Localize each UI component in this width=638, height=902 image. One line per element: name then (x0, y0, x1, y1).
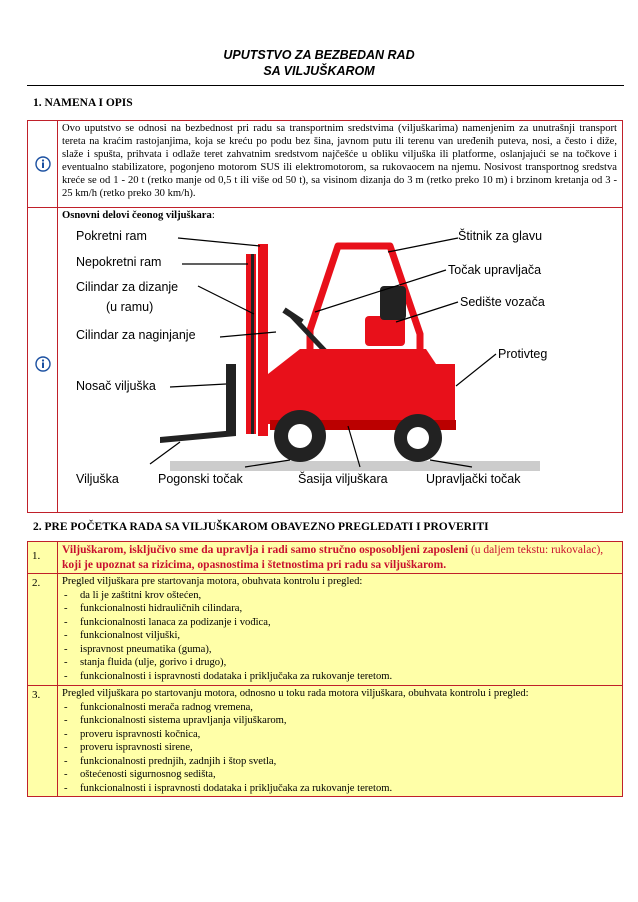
label-sediste: Sedište vozača (460, 295, 545, 309)
list-item: - funkcionalnosti i ispravnosti dodataka i priključaka za rukovanje teretom. (62, 670, 617, 684)
row-1-part-b: (u daljem tekstu: rukovalac), (468, 544, 604, 556)
label-viljuska: Viljuška (76, 472, 119, 486)
document-title (0, 47, 638, 79)
list-item: - oštećenosti sigurnosnog sedišta, (62, 768, 617, 782)
label-pokretni-ram: Pokretni ram (76, 229, 147, 243)
fork (160, 430, 236, 443)
list-item: - proveru ispravnosti sirene, (62, 741, 617, 755)
row-2-intro: Pregled viljuškara pre startovanja motora, obuhvata kontrolu i pregled: (62, 576, 363, 587)
intro-text: Ovo uputstvo se odnosi na bezbednost pri radu sa transportnim sredstvima (viljuškarima) namenjenim za unutrašnji transport tereta na kraćim rastojanjima, koja se kreću po podu bez šina, javnom putu ili terenu van uređenih puteva, nosi, a često i diže, slaže i spušta, prihvata i odlaže teret zahvatnim sredstvom najčešće u obliku viljuška ili platforme, oslanjajući se na točkove i eventualno stabilizatore, pogonjeno motorom SUS ili elektromotorom, sa rukovaocem na njemu. Nosivost transportnog sredstva kreće se od 1 - 20 t (retko manje od 0,5 t ili više od 50 t), sa visinom dizanja do 3 m (retko preko 10 m) i brzinom kretanja od 3 - 25 km/h (retko preko 30 km/h). (62, 123, 617, 199)
list-item: - proveru ispravnosti kočnica, (62, 728, 617, 742)
parts-heading: Osnovni delovi čeonog viljuškara (62, 210, 212, 221)
title-rule (27, 85, 624, 86)
row-3-text (58, 686, 622, 796)
list-item: - stanja fluida (ulje, gorivo i drugo), (62, 656, 617, 670)
label-pogonski: Pogonski točak (158, 472, 243, 486)
intro-row (28, 121, 622, 207)
parts-row (28, 207, 622, 512)
parts-icon-cell (28, 208, 58, 512)
label-cilindar-dizanje: Cilindar za dizanje (76, 280, 179, 294)
section-2-heading: 2. PRE POČETKA RADA SA VILJUŠKAROM OBAVEZNO PREGLEDATI I PROVERITI (33, 521, 489, 533)
row-1-num: 1. (32, 550, 41, 562)
row-2-text (58, 574, 622, 685)
label-protivteg: Protivteg (498, 347, 548, 361)
label-nosac: Nosač viljuška (76, 379, 156, 393)
row-1-part-a: Viljuškarom, isključivo sme da upravlja i radi samo stručno osposobljeni zaposleni (62, 544, 469, 556)
list-item: - funkcionalnost viljuški, (62, 629, 617, 643)
row-1-part-c: koji je upoznat sa rizicima, opasnostima i štetnostima pri radu sa viljuškarom. (62, 559, 447, 571)
section-1-table (27, 120, 623, 513)
list-item: - da li je zaštitni krov oštećen, (62, 589, 617, 603)
mast-inner (258, 244, 268, 436)
row-1 (28, 542, 622, 573)
label-cilindar-naginjanje: Cilindar za naginjanje (76, 328, 196, 342)
forklift-figure (70, 224, 602, 509)
intro-icon-cell (28, 121, 58, 207)
row-2 (28, 573, 622, 685)
list-item: - funkcionalnosti sistema upravljanja viljuškarom, (62, 714, 617, 728)
fork-carriage (226, 364, 236, 436)
row-3-num-cell (28, 686, 58, 796)
row-1-num-cell (28, 542, 58, 573)
parts-heading-colon: : (211, 210, 215, 221)
list-item: - funkcionalnosti i ispravnosti dodataka i priključaka za rukovanje teretom. (62, 782, 617, 796)
title-line-2: SA VILJUŠKAROM (263, 64, 375, 78)
list-item: - funkcionalnosti hidrauličnih cilindara, (62, 602, 617, 616)
row-3-intro: Pregled viljuškara po startovanju motora, odnosno u toku rada motora viljuškara, obuhvata kontrolu i pregled: (62, 688, 529, 699)
row-2-num: 2. (32, 577, 41, 589)
row-3-list (62, 701, 617, 796)
label-upravljacki: Upravljački točak (426, 472, 521, 486)
title-line-1: UPUTSTVO ZA BEZBEDAN RAD (223, 48, 415, 62)
label-sasija: Šasija viljuškara (298, 472, 388, 486)
list-item: - funkcionalnosti lanaca za podizanje i vođica, (62, 616, 617, 630)
row-2-num-cell (28, 574, 58, 685)
section-1-heading: 1. NAMENA I OPIS (33, 97, 133, 109)
label-stitnik: Štitnik za glavu (458, 229, 543, 243)
label-nepokretni-ram: Nepokretni ram (76, 255, 162, 269)
list-item: - ispravnost pneumatika (guma), (62, 643, 617, 657)
row-1-text (58, 542, 622, 573)
label-tocak-upr: Točak upravljača (448, 263, 542, 277)
row-2-list (62, 589, 617, 684)
section-2-table (27, 541, 623, 797)
parts-heading-line (62, 209, 617, 222)
row-3 (28, 685, 622, 796)
info-icon (35, 156, 51, 172)
parts-cell (58, 208, 622, 512)
ground (170, 461, 540, 471)
list-item: - funkcionalnosti prednjih, zadnjih i štop svetla, (62, 755, 617, 769)
info-icon (35, 356, 51, 372)
list-item: - funkcionalnosti merača radnog vremena, (62, 701, 617, 715)
row-3-num: 3. (32, 689, 41, 701)
label-u-ramu: (u ramu) (106, 300, 154, 314)
